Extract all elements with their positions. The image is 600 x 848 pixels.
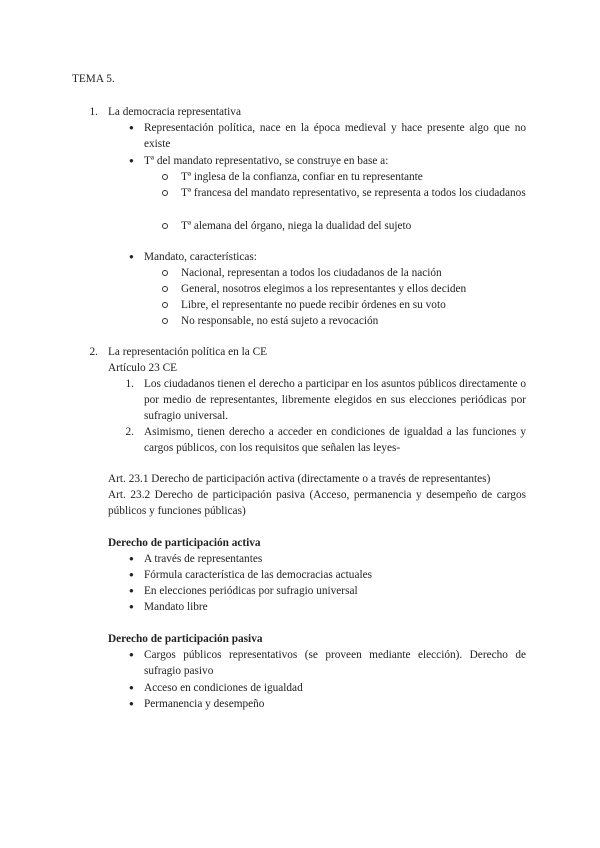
mandato-nacional: Nacional, representan a todos los ciudadanos de la nación: [181, 267, 442, 279]
pasiva-item: Acceso en condiciones de igualdad: [144, 682, 303, 694]
article-title: Artículo 23 CE: [108, 362, 178, 374]
circle-bullet-icon: [162, 318, 168, 324]
activa-item: Fórmula característica de las democracias actuales: [144, 569, 373, 581]
circle-bullet-icon: [162, 270, 168, 276]
section-1-number: 1.: [89, 106, 98, 118]
bullet-icon: ●: [129, 683, 134, 692]
section-2-number: 2.: [89, 346, 98, 358]
sub-item-inglesa: Tª inglesa de la confianza, confiar en tu representante: [181, 171, 423, 183]
pasiva-heading: Derecho de participación pasiva: [108, 633, 263, 645]
art-23-1: Art. 23.1 Derecho de participación activa (directamente o a través de representantes): [108, 473, 491, 485]
bullet-icon: ●: [129, 554, 134, 563]
section-2-heading: La representación política en la CE: [108, 346, 268, 358]
art-23-2: Art. 23.2 Derecho de participación pasiva (Acceso, permanencia y desempeño de cargos públicos y funciones públicas): [108, 489, 526, 518]
pasiva-item: Permanencia y desempeño: [144, 698, 265, 710]
mandato-no-responsable: No responsable, no está sujeto a revocación: [181, 315, 379, 327]
bullet-mandato: Mandato, características:: [144, 251, 257, 263]
sub-item-alemana: Tª alemana del órgano, niega la dualidad del sujeto: [181, 220, 412, 232]
article-item-number: 2.: [125, 426, 134, 438]
circle-bullet-icon: [162, 302, 168, 308]
bullet-icon: ●: [129, 123, 134, 132]
article-item-2: Asimismo, tienen derecho a acceder en condiciones de igualdad a las funciones y cargos públicos, con los requisitos que señalen las leyes-: [144, 426, 526, 455]
circle-bullet-icon: [162, 223, 168, 229]
bullet-icon: ●: [129, 252, 134, 261]
circle-bullet-icon: [162, 190, 168, 196]
sub-item-francesa: Tª francesa del mandato representativo, se representa a todos los ciudadanos: [181, 187, 526, 199]
pasiva-item: Cargos públicos representativos (se proveen mediante elección). Derecho de sufragio pasivo: [144, 649, 526, 678]
bullet-icon: ●: [129, 156, 134, 165]
activa-item: Mandato libre: [144, 601, 208, 613]
bullet-icon: ●: [129, 650, 134, 659]
mandato-libre: Libre, el representante no puede recibir órdenes en su voto: [181, 299, 446, 311]
bullet-icon: ●: [129, 699, 134, 708]
section-1-heading: La democracia representativa: [108, 106, 241, 118]
activa-heading: Derecho de participación activa: [108, 537, 261, 549]
article-item-1: Los ciudadanos tienen el derecho a participar en los asuntos públicos directamente o por medio de representantes, libremente elegidos en sus elecciones periódicas por sufragio universal.: [144, 378, 526, 423]
bullet-icon: ●: [129, 570, 134, 579]
activa-item: A través de representantes: [144, 553, 263, 565]
mandato-general: General, nosotros elegimos a los representantes y ellos deciden: [181, 283, 467, 295]
article-item-number: 1.: [125, 378, 134, 390]
circle-bullet-icon: [162, 286, 168, 292]
bullet-teoria-mandato: Tª del mandato representativo, se construye en base a:: [144, 155, 389, 167]
bullet-representacion: Representación política, nace en la época medieval y hace presente algo que no existe: [144, 122, 526, 151]
activa-item: En elecciones periódicas por sufragio universal: [144, 585, 358, 597]
circle-bullet-icon: [162, 174, 168, 180]
document-title: TEMA 5.: [72, 73, 115, 85]
bullet-icon: ●: [129, 602, 134, 611]
bullet-icon: ●: [129, 586, 134, 595]
